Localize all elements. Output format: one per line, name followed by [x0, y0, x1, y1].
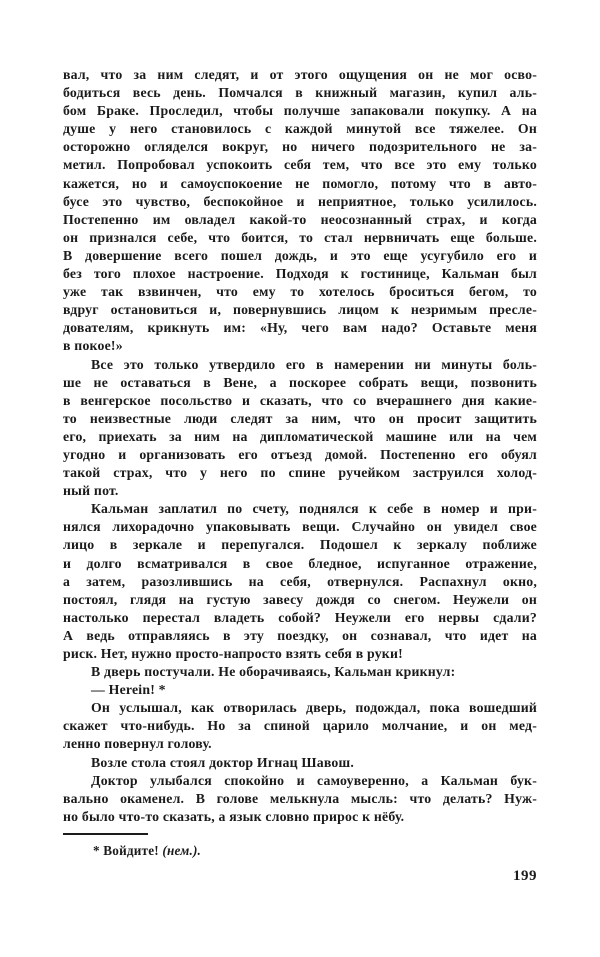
text-line: Все это только утвердило его в намерении ни минуты боль- [91, 356, 537, 372]
text-line: скажет что-нибудь. Но за спиной царило молчание, и он мед- [63, 718, 537, 734]
text-line: душе у него становилось с каждой минутой все тяжелее. Он [63, 121, 537, 137]
text-block [63, 66, 537, 826]
text-line: постоял, глядя на густую завесу дождя со снегом. Неужели он [63, 591, 537, 607]
text-line: а затем, разозлившись на себя, отвернулся. Распахнул окно, [63, 573, 537, 589]
text-line: Постепенно им овладел какой-то неосознанный страх, и когда [63, 211, 537, 227]
text-line: ленно повернул голову. [63, 736, 212, 752]
text-line: бусе это чувство, беспокойное и неприятное, только усилилось. [63, 193, 537, 209]
text-line: лицо в зеркале и перепугался. Подошел к зеркалу поближе [63, 537, 537, 553]
text-line: настолько перестал владеть собой? Неужели его нервы сдали? [63, 609, 537, 625]
text-line: А ведь отправляясь в эту поездку, он сознавал, что идет на [63, 627, 537, 643]
text-line: — Herein! * [91, 682, 166, 698]
text-line: и долго всматривался в свое бледное, испуганное отражение, [63, 555, 537, 571]
text-line: вдруг остановиться и, повернувшись лицом к незримым пресле- [63, 302, 537, 318]
text-line: ный пот. [63, 483, 119, 499]
text-line: Кальман заплатил по счету, поднялся к себе в номер и при- [91, 501, 537, 517]
text-line: В довершение всего пошел дождь, и это еще усугубило его и [63, 247, 537, 263]
text-line: осторожно огляделся вокруг, но ничего подозрительного не за- [63, 139, 537, 155]
text-line: метил. Попробовал успокоить себя тем, что все это ему только [63, 157, 537, 173]
footnote-text: Войдите! [103, 843, 159, 858]
footnote-separator [63, 833, 148, 835]
text-line: бодиться весь день. Помчался в книжный магазин, купил аль- [63, 85, 537, 101]
text-line: нялся лихорадочно упаковывать вещи. Случайно он увидел свое [63, 519, 537, 535]
text-line: В дверь постучали. Не оборачиваясь, Кальман крикнул: [91, 664, 456, 680]
text-line: вал, что за ним следят, и от этого ощущения он не мог осво- [63, 67, 537, 82]
text-line: риск. Нет, нужно просто-напросто взять себя в руки! [63, 646, 403, 661]
text-line: такой страх, что у него по спине ручейком заструился холод- [63, 465, 537, 481]
text-line: ше не оставаться в Вене, а поскорее собрать вещи, позвонить [63, 374, 537, 390]
text-line: но было что-то сказать, а язык словно прирос к нёбу. [63, 808, 405, 824]
text-line: Возле стола стоял доктор Игнац Шавош. [91, 754, 354, 770]
text-line: Он услышал, как отворилась дверь, подождал, пока вошедший [91, 700, 537, 716]
footnote-marker: * [93, 843, 100, 858]
text-line: он признался себе, что боится, то стал нервничать еще больше. [63, 229, 537, 245]
page-number: 199 [513, 868, 537, 884]
text-line: без того плохое настроение. Подходя к гостинице, Кальман был [63, 266, 537, 282]
text-line: дователям, крикнуть им: «Ну, чего вам надо? Оставьте меня [63, 320, 537, 336]
text-line: его, приехать за ним на дипломатической машине или на чем [63, 428, 537, 444]
text-line: бом Браке. Проследил, чтобы получше запаковали покупку. А на [63, 103, 537, 119]
text-line: в венгерское посольство и сказать, что со вчерашнего дня какие- [63, 392, 537, 408]
text-line: в покое!» [63, 338, 123, 354]
footnote [63, 842, 537, 860]
text-line: Доктор улыбался спокойно и самоуверенно, а Кальман бук- [91, 772, 537, 788]
text-line: угодно и организовать его отъезд домой. Постепенно его обуял [63, 446, 537, 462]
text-line: уже так взвинчен, что ему то хотелось броситься бегом, то [63, 284, 537, 300]
text-line: вально окаменел. В голове мелькнула мысль: что делать? Нуж- [63, 790, 537, 806]
footnote-language-note: (нем.). [162, 843, 202, 858]
text-line: кажется, но и самоуспокоение не помогло, потому что в авто- [63, 175, 537, 191]
text-line: то неизвестные люди следят за ним, что он просит защитить [63, 410, 537, 426]
